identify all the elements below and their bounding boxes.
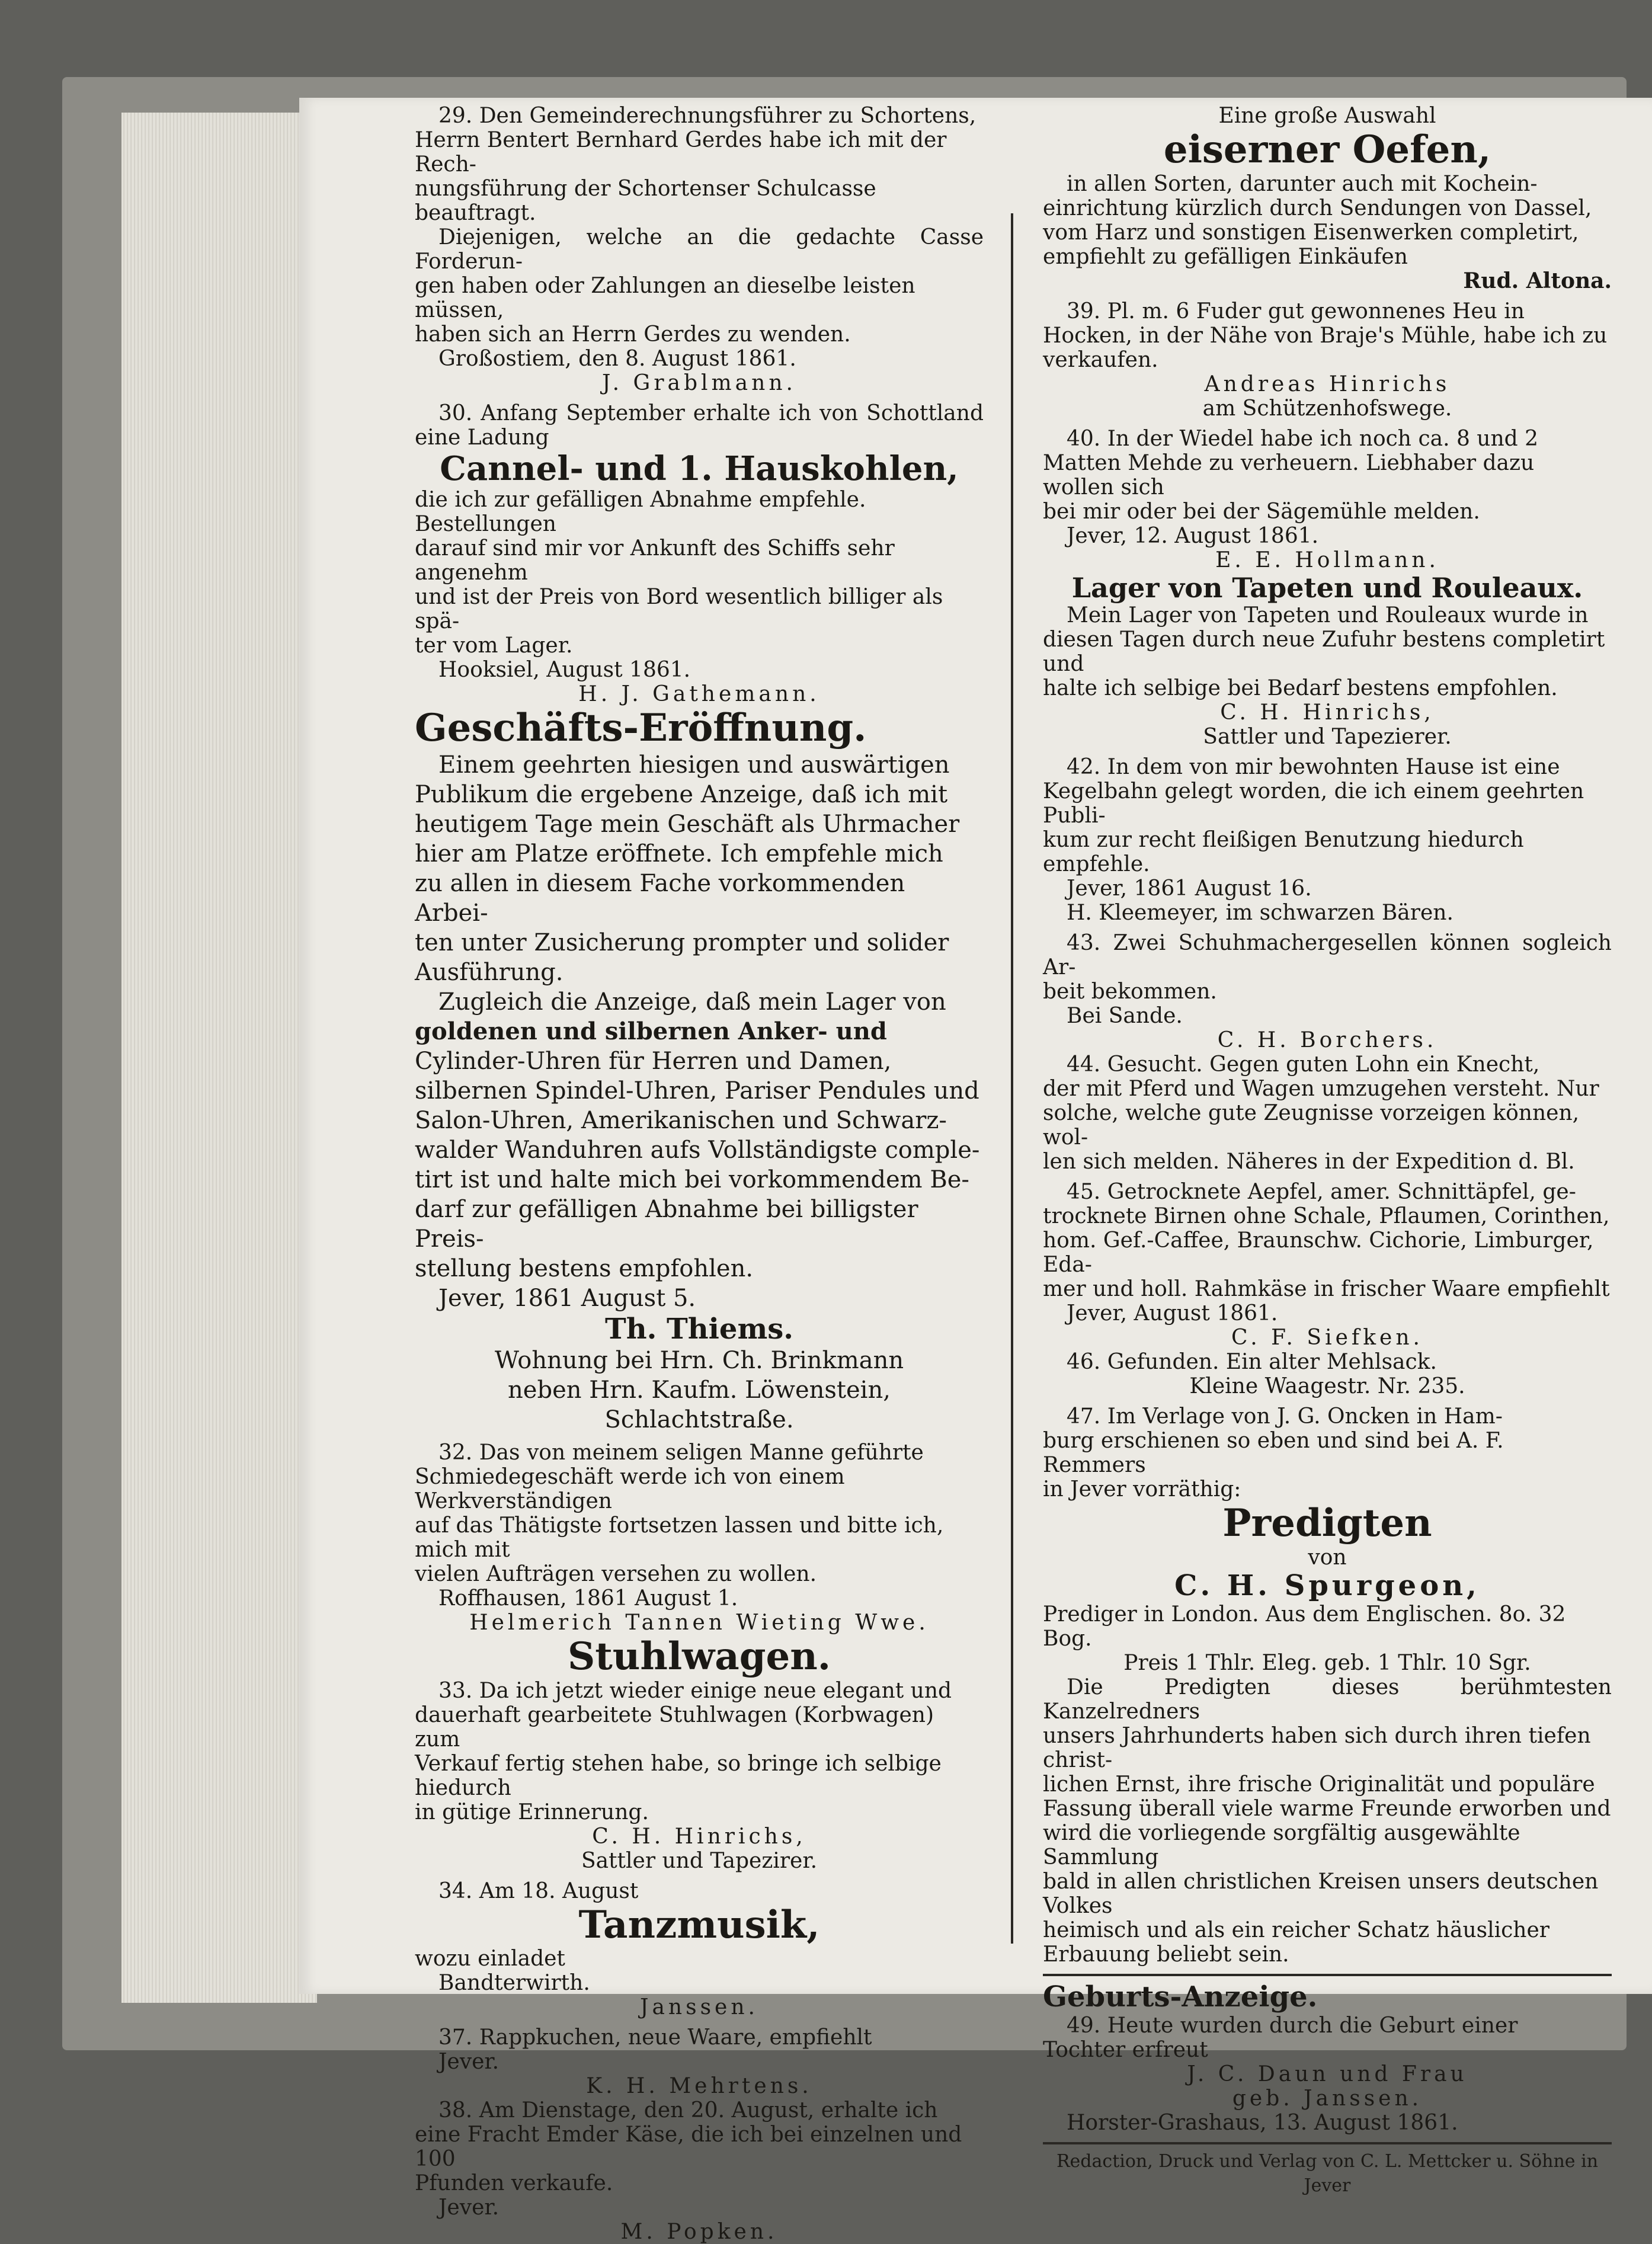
ad-oefen [1043,104,1612,293]
ad-line: in allen Sorten, darunter auch mit Kochein- [1067,171,1538,196]
ad-place: Bandterwirth. [438,1971,590,1996]
ad-line: 29. Den Gemeinderechnungsführer zu Schortens, [438,104,977,128]
ad-line: kum zur recht fleißigen Benutzung hiedurch empfehle. [1043,828,1524,877]
ad-signature: K. H. Mehrtens. [586,2074,812,2099]
ad-line: Publikum die ergebene Anzeige, daß ich mit [415,780,948,808]
ad-line: halte ich selbige bei Bedarf bestens empfohlen. [1043,676,1558,701]
ad-signature: Andreas Hinrichs [1204,372,1451,396]
ad-line: 33. Da ich jetzt wieder einige neue elegant und [438,1678,952,1703]
ad-headline: Geschäfts-Eröffnung. [415,706,867,751]
ad-33 [415,1635,984,1873]
column-divider [1011,213,1013,1944]
ad-32 [415,1440,984,1635]
ad-line: Diejenigen, welche an die gedachte Casse Forderun- [415,225,984,274]
ad-line: Die Predigten dieses berühmtesten Kanzelredners [1043,1675,1612,1724]
ad-34 [415,1879,984,2020]
ad-39 [1043,299,1612,421]
ad-line: tirt ist und halte mich bei vorkommendem Be- [415,1166,969,1193]
ad-line: mer und holl. Rahmkäse in frischer Waare empfiehlt [1043,1277,1610,1302]
ad-intro: 30. Anfang September erhalte ich von Schottland eine Ladung [415,401,984,450]
ad-line: bald in allen christlichen Kreisen unsers deutschen Volkes [1043,1870,1599,1919]
ad-place: Kleine Waagestr. Nr. 235. [1189,1374,1465,1399]
ad-line: verkaufen. [1043,347,1158,372]
ad-line: Zugleich die Anzeige, daß mein Lager von [438,988,946,1016]
ad-line: Fassung überall viele warme Freunde erworben und [1043,1797,1611,1822]
birth-announcement [1043,1981,1612,2135]
ad-line: ten unter Zusicherung prompter und solider [415,929,949,956]
ad-address: Schlachtstraße. [604,1406,794,1434]
ad-line: Prediger in London. Aus dem Englischen. 8o. 32 Bog. [1043,1602,1566,1651]
ad-line: Cylinder-Uhren für Herren und Damen, [415,1047,892,1075]
ad-place: Hooksiel, August 1861. [438,658,691,683]
ad-intro: Eine große Auswahl [1218,104,1436,128]
ad-line: 40. In der Wiedel habe ich noch ca. 8 und 2 [1067,426,1539,451]
ad-41 [1043,572,1612,750]
ad-signature: H. J. Gathemann. [578,682,820,707]
ad-line: silbernen Spindel-Uhren, Pariser Pendules und [415,1077,979,1105]
ad-line: 46. Gefunden. Ein alter Mehlsack. [1067,1350,1437,1375]
ad-place: Jever. [438,2195,500,2220]
ad-30 [415,401,984,706]
ad-headline: Tanzmusik, [578,1902,820,1947]
ad-von: von [1308,1545,1347,1570]
ad-line: burg erschienen so eben und sind bei A. F. Remmers [1043,1429,1504,1478]
ad-45 [1043,1180,1612,1350]
ad-31 [415,706,984,1435]
ad-signature: C. F. Siefken. [1231,1326,1423,1350]
ad-line: Herrn Bentert Bernhard Gerdes habe ich mit der Rech- [415,128,947,177]
ad-signature: C. H. Hinrichs, [592,1824,806,1849]
ad-line: 44. Gesucht. Gegen guten Lohn ein Knecht, [1067,1052,1540,1077]
ad-line: hom. Gef.-Caffee, Braunschw. Cichorie, Limburger, Eda- [1043,1228,1594,1278]
ad-line: der mit Pferd und Wagen umzugehen versteht. Nur [1043,1077,1599,1102]
ad-headline: eiserner Oefen, [1163,127,1491,172]
ad-signature: Helmerich Tannen Wieting Wwe. [469,1611,929,1635]
ad-line: 32. Das von meinem seligen Manne geführte [438,1440,924,1465]
ad-line: lichen Ernst, ihre frische Originalität und populäre [1043,1772,1595,1797]
ad-line: 37. Rappkuchen, neue Waare, empfiehlt [438,2025,872,2050]
ad-place: Horster-Grashaus, 13. August 1861. [1067,2111,1458,2136]
ad-headline: Lager von Tapeten und Rouleaux. [1071,571,1583,604]
ad-line: auf das Thätigste fortsetzen lassen und bitte ich, mich mit [415,1513,944,1563]
ad-signature: C. H. Hinrichs, [1220,700,1435,725]
ad-line: 45. Getrocknete Aepfel, amer. Schnittäpfel, ge- [1067,1180,1576,1205]
ad-title: Sattler und Tapezierer. [1203,725,1452,750]
section-rule [1043,1974,1612,1976]
ad-place: am Schützenhofswege. [1202,396,1452,421]
ad-line: gen haben oder Zahlungen an dieselbe leisten müssen, [415,274,915,322]
ad-place: Jever, 1861 August 5. [438,1284,696,1312]
ad-place: Großostiem, den 8. August 1861. [438,347,796,371]
ad-line: bei mir oder bei der Sägemühle melden. [1043,499,1480,524]
ad-line: diesen Tagen durch neue Zufuhr bestens completirt und [1043,628,1605,677]
ad-line: Erbauung beliebt sein. [1043,1942,1289,1967]
ad-line: stellung bestens empfohlen. [415,1254,754,1282]
ad-line: in Jever vorräthig: [1043,1477,1241,1502]
ad-line: und ist der Preis von Bord wesentlich billiger als spä- [415,585,943,634]
ad-line: unsers Jahrhunderts haben sich durch ihren tiefen christ- [1043,1724,1591,1773]
ad-line: Kegelbahn gelegt worden, die ich einem geehrten Publi- [1043,779,1584,828]
ad-line: goldenen und silbernen Anker- und [415,1017,887,1045]
left-column [415,104,984,2244]
ad-line: Preis 1 Thlr. Eleg. geb. 1 Thlr. 10 Sgr. [1123,1651,1531,1676]
ad-43 [1043,931,1612,1052]
ad-place: Jever, August 1861. [1067,1301,1278,1326]
ad-40 [1043,427,1612,572]
ad-signature: M. Popken. [620,2220,778,2244]
ad-signature: C. H. Borchers. [1217,1028,1438,1053]
ad-line: 49. Heute wurden durch die Geburt einer [1067,2013,1518,2038]
ad-line: darauf sind mir vor Ankunft des Schiffs sehr angenehm [415,536,895,585]
ad-line: 39. Pl. m. 6 Fuder gut gewonnenes Heu in [1067,299,1525,324]
ad-42 [1043,755,1612,925]
ad-signature: E. E. Hollmann. [1215,548,1439,572]
ad-46 [1043,1350,1612,1398]
ad-line: wird die vorliegende sorgfältig ausgewählte Sammlung [1043,1821,1520,1870]
ad-line: zu allen in diesem Fache vorkommenden Arbei- [415,869,905,927]
ad-place: Jever, 1861 August 16. [1067,876,1312,901]
ad-headline: Geburts-Anzeige. [1043,1980,1318,2014]
ad-title: Sattler und Tapezirer. [581,1848,818,1873]
ad-line: in gütige Erinnerung. [415,1800,649,1824]
ad-line: einrichtung kürzlich durch Sendungen von Dassel, [1043,196,1592,220]
ad-line: Verkauf fertig stehen habe, so bringe ich selbige hiedurch [415,1751,942,1800]
ad-place: Jever. [438,2050,500,2075]
ad-line: walder Wanduhren aufs Vollständigste comple- [415,1136,980,1164]
ad-line: haben sich an Herrn Gerdes zu wenden. [415,322,851,347]
ad-line: Pfunden verkaufe. [415,2171,613,2196]
ad-signature: H. Kleemeyer, im schwarzen Bären. [1067,901,1453,926]
ad-headline: Cannel- und 1. Hauskohlen, [440,449,959,488]
ad-line: darf zur gefälligen Abnahme bei billigster Preis- [415,1195,918,1253]
ad-47 [1043,1404,1612,1967]
ad-line: trocknete Birnen ohne Schale, Pflaumen, Corinthen, [1043,1204,1610,1229]
ad-line: 38. Am Dienstage, den 20. August, erhalte ich [438,2098,938,2123]
ad-line: eine Fracht Emder Käse, die ich bei einzelnen und 100 [415,2123,962,2172]
ad-line: 42. In dem von mir bewohnten Hause ist eine [1067,755,1560,780]
ad-signature: Janssen. [640,1995,758,2020]
ad-place: Roffhausen, 1861 August 1. [438,1586,738,1611]
ad-signature: J. C. Daun und Frau [1187,2062,1468,2087]
ad-line: hier am Platze eröffnete. Ich empfehle mich [415,840,943,867]
ad-intro: 34. Am 18. August [438,1878,639,1903]
ad-29 [415,104,984,395]
ad-line: 47. Im Verlage von J. G. Oncken in Ham- [1067,1404,1503,1429]
ad-signature: J. Grablmann. [602,371,796,395]
ad-line: 43. Zwei Schuhmachergesellen können sogleich Ar- [1043,931,1612,980]
ad-line: Hocken, in der Nähe von Braje's Mühle, habe ich zu [1043,323,1608,348]
ad-line: Einem geehrten hiesigen und auswärtigen [438,751,950,779]
ad-headline: Stuhlwagen. [568,1634,831,1679]
ad-line: solche, welche gute Zeugnisse vorzeigen können, wol- [1043,1101,1580,1150]
ad-headline: Predigten [1222,1501,1432,1546]
ad-line: Matten Mehde zu verheuern. Liebhaber dazu wollen sich [1043,450,1535,500]
ad-line: Tochter erfreut [1043,2038,1208,2063]
ad-line: nungsführung der Schortenser Schulcasse beauftragt. [415,177,876,225]
ad-place: Bei Sande. [1067,1004,1183,1029]
ad-line: heutigem Tage mein Geschäft als Uhrmacher [415,810,960,838]
ad-line: die ich zur gefälligen Abnahme empfehle. Bestellungen [415,488,866,537]
ad-line: ter vom Lager. [415,633,573,658]
ad-line: beit bekommen. [1043,979,1217,1004]
right-column [1043,104,1612,2198]
ad-signature: geb. Janssen. [1232,2086,1423,2111]
ad-line: Ausführung. [415,958,564,986]
ad-address: Wohnung bei Hrn. Ch. Brinkmann [494,1347,904,1375]
ad-44 [1043,1052,1612,1174]
ad-signature: Th. Thiems. [605,1312,793,1346]
ad-line: dauerhaft gearbeitete Stuhlwagen (Korbwagen) zum [415,1702,934,1752]
page-stack-edges [121,113,317,2003]
ad-signature: Rud. Altona. [1463,268,1612,293]
ad-line: Schmiedegeschäft werde ich von einem Werkverständigen [415,1465,845,1514]
ad-line: vielen Aufträgen versehen zu wollen. [415,1562,817,1587]
ad-address: neben Hrn. Kaufm. Löwenstein, [508,1377,891,1404]
ad-author: C. H. Spurgeon, [1174,1569,1480,1603]
section-rule [1043,2142,1612,2144]
ad-line: Salon-Uhren, Amerikanischen und Schwarz- [415,1106,947,1134]
ad-line: heimisch und als ein reicher Schatz häuslicher [1043,1918,1549,1943]
ad-place: Jever, 12. August 1861. [1067,523,1319,548]
ad-37 [415,2025,984,2098]
ad-line: len sich melden. Näheres in der Expedition d. Bl. [1043,1150,1575,1174]
ad-line: empfiehlt zu gefälligen Einkäufen [1043,244,1408,269]
ad-invite: wozu einladet [415,1947,565,1971]
ad-38 [415,2098,984,2244]
imprint: Redaction, Druck und Verlag von C. L. Mettcker u. Söhne in Jever [1056,2151,1599,2197]
ad-line: vom Harz und sonstigen Eisenwerken completirt, [1043,220,1579,245]
ad-line: Mein Lager von Tapeten und Rouleaux wurde in [1067,603,1589,628]
